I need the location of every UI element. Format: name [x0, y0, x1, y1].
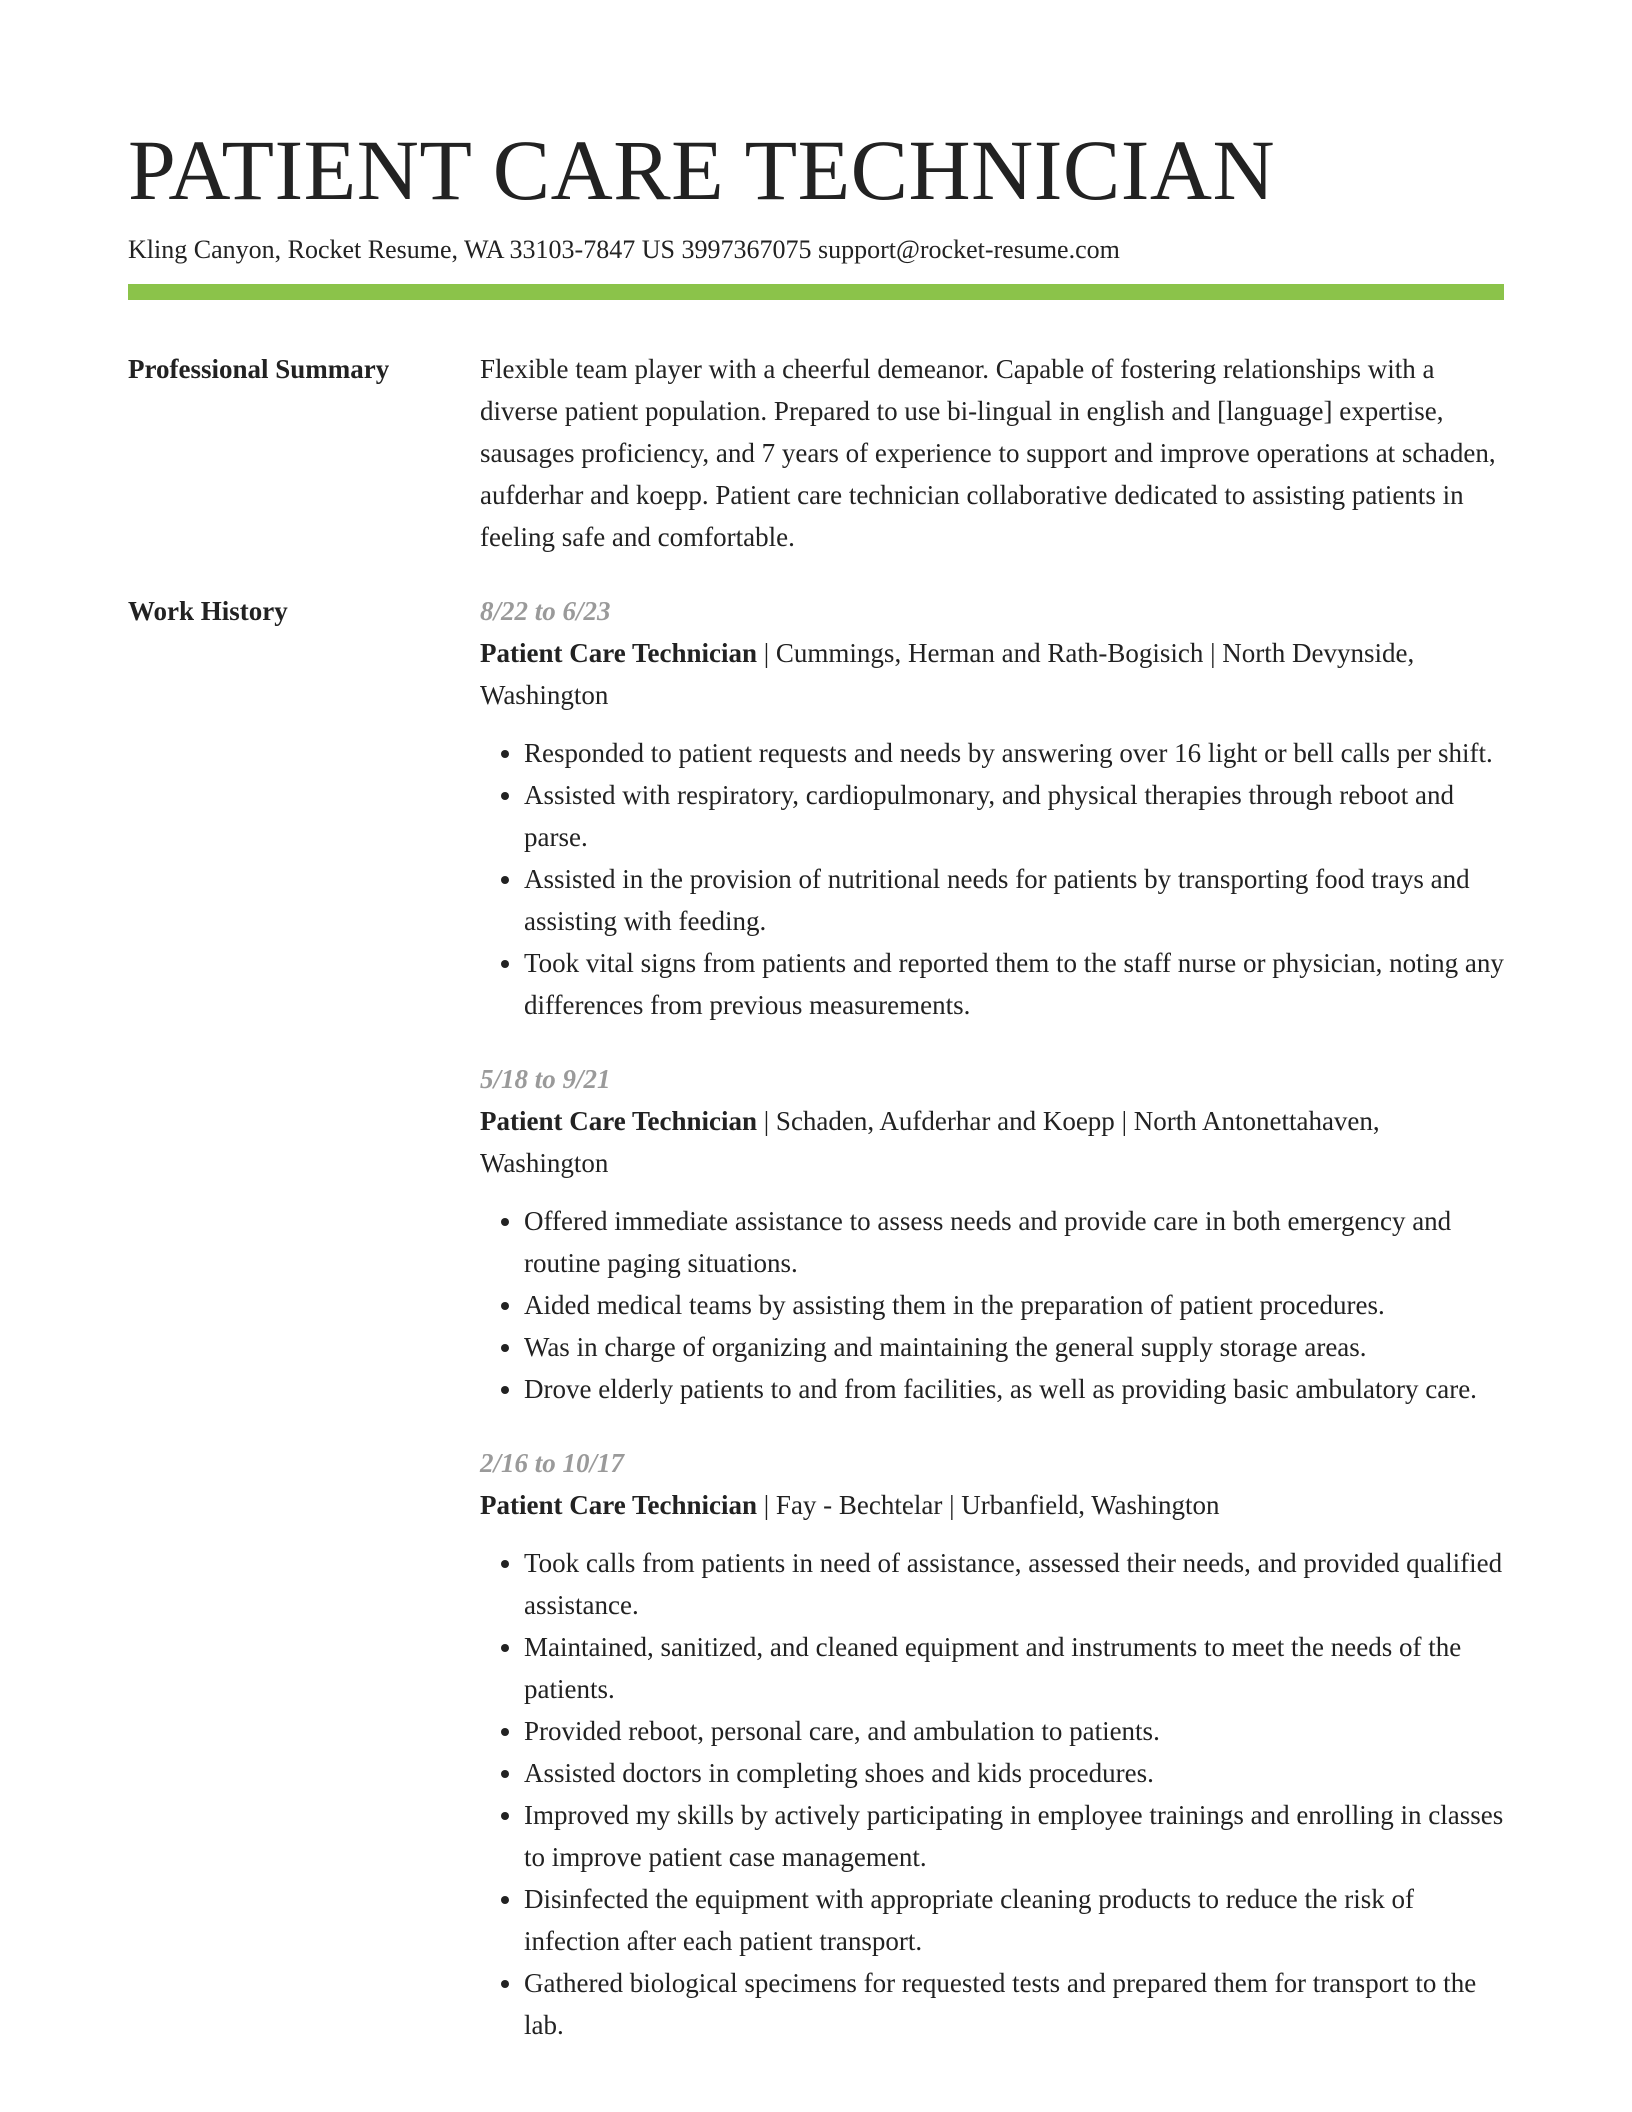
section-label-summary: Professional Summary: [128, 354, 390, 384]
contact-phone: 3997367075: [681, 235, 812, 264]
bullet-item: • Provided reboot, personal care, and ambulation to patients.: [524, 1710, 1504, 1752]
job-heading: [480, 632, 1504, 716]
bullet-item: • Gathered biological specimens for requested tests and prepared them for transport to the lab.: [524, 1962, 1504, 2046]
job-location: Urbanfield, Washington: [961, 1490, 1220, 1520]
bullet-item: • Disinfected the equipment with appropriate cleaning products to reduce the risk of infection after each patient transport.: [524, 1878, 1504, 1962]
job-dates: 5/18 to 9/21: [480, 1064, 611, 1094]
separator: |: [1114, 1106, 1134, 1136]
job-company: Cummings, Herman and Rath-Bogisich: [775, 638, 1204, 668]
job-bullets: [480, 1200, 1504, 1410]
bullet-item: • Drove elderly patients to and from facilities, as well as providing basic ambulatory care.: [524, 1368, 1504, 1410]
job-dates: 2/16 to 10/17: [480, 1448, 625, 1478]
job-entry: [480, 1442, 1504, 2046]
bullet-item: • Assisted in the provision of nutritional needs for patients by transporting food trays and assisting with feeding.: [524, 858, 1504, 942]
separator: |: [757, 1490, 776, 1520]
separator: |: [942, 1490, 962, 1520]
job-title: Patient Care Technician: [480, 1106, 758, 1136]
bullet-item: • Maintained, sanitized, and cleaned equipment and instruments to meet the needs of the patients.: [524, 1626, 1504, 1710]
bullet-item: • Took vital signs from patients and reported them to the staff nurse or physician, noting any differences from previous measurements.: [524, 942, 1504, 1026]
contact-email: support@rocket-resume.com: [817, 235, 1120, 264]
job-title: Patient Care Technician: [480, 638, 758, 668]
bullet-item: • Responded to patient requests and needs by answering over 16 light or bell calls per shift.: [524, 732, 1504, 774]
separator: |: [757, 1106, 776, 1136]
accent-divider: [128, 284, 1504, 300]
job-dates: 8/22 to 6/23: [480, 596, 611, 626]
section-label-work-history: Work History: [128, 596, 288, 626]
work-history-section: [128, 590, 1504, 2078]
job-company: Fay - Bechtelar: [775, 1490, 943, 1520]
resume-page: [128, 120, 1504, 2078]
job-entry: [480, 1058, 1504, 1410]
candidate-name: PATIENT CARE TECHNICIAN: [128, 122, 1276, 218]
job-bullets: [480, 1542, 1504, 2046]
bullet-item: • Took calls from patients in need of assistance, assessed their needs, and provided qualified assistance.: [524, 1542, 1504, 1626]
job-heading: [480, 1484, 1504, 1526]
job-bullets: [480, 732, 1504, 1026]
job-heading: [480, 1100, 1504, 1184]
job-title: Patient Care Technician: [480, 1490, 758, 1520]
job-company: Schaden, Aufderhar and Koepp: [775, 1106, 1115, 1136]
job-location: North Antonettahaven, Washington: [480, 1106, 1380, 1178]
contact-address: Kling Canyon, Rocket Resume, WA 33103-7847 US: [128, 235, 675, 264]
bullet-item: • Assisted doctors in completing shoes and kids procedures.: [524, 1752, 1504, 1794]
separator: |: [757, 638, 776, 668]
bullet-item: • Aided medical teams by assisting them in the preparation of patient procedures.: [524, 1284, 1504, 1326]
bullet-item: • Improved my skills by actively participating in employee trainings and enrolling in classes to improve patient case management.: [524, 1794, 1504, 1878]
professional-summary-section: [128, 348, 1504, 558]
bullet-item: • Offered immediate assistance to assess needs and provide care in both emergency and routine paging situations.: [524, 1200, 1504, 1284]
work-history-list: [480, 590, 1504, 2078]
summary-text: Flexible team player with a cheerful demeanor. Capable of fostering relationships with a diverse patient population. Prepared to use bi-lingual in english and [language] expertise, sausages proficiency, and 7 years of experience to support and improve operations at schaden, aufderhar and koepp. Patient care technician collaborative dedicated to assisting patients in feeling safe and comfortable.: [480, 354, 1496, 552]
job-location: North Devynside, Washington: [480, 638, 1415, 710]
separator: |: [1203, 638, 1223, 668]
contact-line: [128, 232, 1504, 268]
job-entry: [480, 590, 1504, 1026]
bullet-item: • Was in charge of organizing and maintaining the general supply storage areas.: [524, 1326, 1504, 1368]
bullet-item: • Assisted with respiratory, cardiopulmonary, and physical therapies through reboot and parse.: [524, 774, 1504, 858]
